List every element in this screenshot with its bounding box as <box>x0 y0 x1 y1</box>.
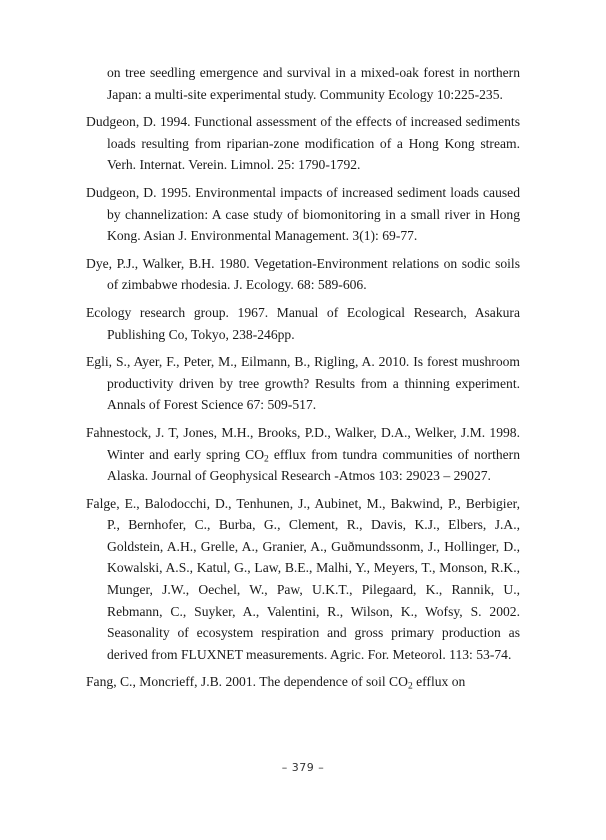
reference-entry-egli-2010: Egli, S., Ayer, F., Peter, M., Eilmann, B., Rigling, A. 2010. Is forest mushroom productivity driven by tree growth? Results from a thinning experiment. Annals of Forest Science 67: 509-517. <box>86 354 520 413</box>
reference-text: Fahnestock, J. T, Jones, M.H., Brooks, P.D., Walker, D.A., Welker, J.M. 1998. Winter and early spring CO <box>86 424 520 462</box>
reference-entry-falge-2002: Falge, E., Balodocchi, D., Tenhunen, J., Aubinet, M., Bakwind, P., Berbigier, P., Bernhofer, C., Burba, G., Clement, R., Davis, K.J., Elbers, J.A., Goldstein, A.H., Grelle, A., Granier, A., Guðmundssonm, J., Hollinger, D., Kowalski, A.S., Katul, G., Law, B.E., Malhi, Y., Meyers, T., Monson, R.K., Munger, J.W., Oechel, W., Paw, U.K.T., Pilegaard, K., Rannik, U., Rebmann, C., Suyker, A., Valentini, R., Wilson, K., Wofsy, S. 2002. Seasonality of ecosystem respiration and gross primary production as derived from FLUXNET measurements. Agric. For. Meteorol. 113: 53-74. <box>86 495 520 662</box>
reference-entry-continued: on tree seedling emergence and survival in a mixed-oak forest in northern Japan: a multi-site experimental study. Community Ecology 10:225-235. <box>107 65 520 102</box>
reference-entry-fang-2001 <box>86 671 520 693</box>
reference-entry-ecology-research-group-1967: Ecology research group. 1967. Manual of Ecological Research, Asakura Publishing Co, Tokyo, 238-246pp. <box>86 304 520 342</box>
page-number: – 379 – <box>281 761 325 774</box>
subscript: 2 <box>264 453 269 464</box>
reference-list <box>86 62 520 699</box>
reference-entry-dudgeon-1994: Dudgeon, D. 1994. Functional assessment of the effects of increased sediments loads resulting from riparian-zone modification of a Hong Kong stream. Verh. Internat. Verein. Limnol. 25: 1790-1792. <box>86 114 520 173</box>
reference-entry-fahnestock-1998 <box>86 422 520 487</box>
reference-entry-dye-1980: Dye, P.J., Walker, B.H. 1980. Vegetation-Environment relations on sodic soils of zimbabwe rhodesia. J. Ecology. 68: 589-606. <box>86 255 520 293</box>
reference-text: efflux on <box>412 674 466 690</box>
reference-entry-dudgeon-1995: Dudgeon, D. 1995. Environmental impacts of increased sediment loads caused by channelization: A case study of biomonitoring in a small river in Hong Kong. Asian J. Environmental Management. 3(1): 69-77. <box>86 184 520 244</box>
subscript: 2 <box>407 681 413 692</box>
reference-text: Fang, C., Moncrieff, J.B. 2001. The dependence of soil CO <box>86 674 408 690</box>
reference-text: efflux from tundra communities of northern Alaska. Journal of Geophysical Research -Atmos 103: 29023 – 29027. <box>107 446 520 484</box>
